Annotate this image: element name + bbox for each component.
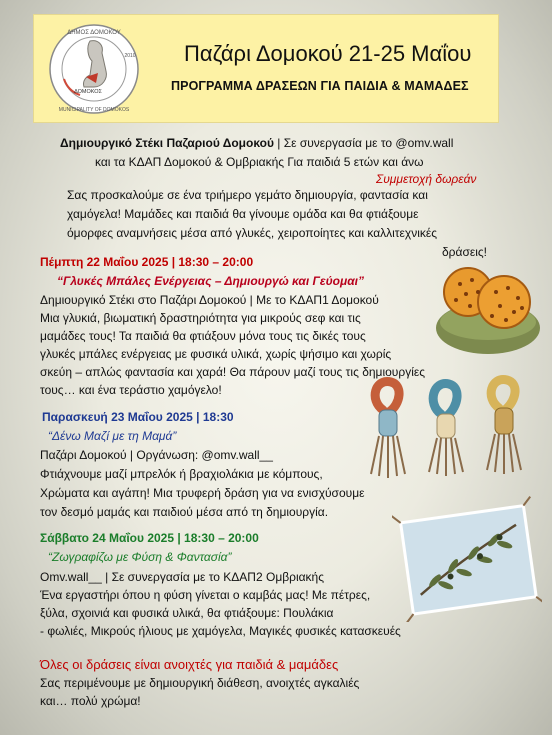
energy-balls-illustration [430, 262, 540, 362]
event-2-title: “Δένω Μαζί με τη Μαμά” [48, 429, 177, 443]
event-3-line: Ένα εργαστήρι όπου η φύση γίνεται ο καμβάς μας! Με πέτρες, [40, 588, 371, 602]
event-2-line: Χρώματα και αγάπη! Μια τρυφερή δράση για να ενισχύσουμε [40, 486, 365, 500]
logo-text-bottom: MUNICIPALITY OF DOMOKOS [58, 107, 130, 113]
header-box [33, 14, 499, 123]
event-3-line: - φωλιές, Μικρούς ήλιους με χαμόγελα, Μαγικές φυσικές κατασκευές [40, 624, 401, 638]
event-2-line: Παζάρι Δομοκού | Οργάνωση: @omv.wall__ [40, 448, 273, 462]
event-1-line: τους… και ένα τεράστιο χαμόγελο! [40, 383, 222, 397]
olive-canvas-illustration [392, 492, 542, 622]
event-1-line: μαμάδες τους! Τα παιδιά θα φτιάξουν μόνα τους τις δικές τους [40, 329, 366, 343]
intro-paragraph-4: δράσεις! [442, 245, 487, 259]
municipality-logo [46, 21, 142, 117]
logo-year: 2010 [124, 53, 136, 59]
intro-partner: | Σε συνεργασία με το @omv.wall [273, 136, 454, 150]
event-3-line: ξύλα, σχοινιά και φυσικά υλικά, θα φτιάξουμε: Πουλάκια [40, 606, 334, 620]
logo-label: ΔΟΜΟΚΟΣ [74, 89, 102, 95]
page-subtitle: ΠΡΟΓΡΑΜΜΑ ΔΡΑΣΕΩΝ ΓΙΑ ΠΑΙΔΙΑ & ΜΑΜΑΔΕΣ [171, 79, 469, 93]
intro-paragraph-3: όμορφες αναμνήσεις μέσα από γλυκές, χειροποίητες και καλλιτεχνικές [67, 226, 437, 240]
event-3-date: Σάββατο 24 Μαΐου 2025 | 18:30 – 20:00 [40, 531, 259, 545]
event-3-line: Omv.wall__ | Σε συνεργασία με το ΚΔΑΠ2 Ομβριακής [40, 570, 325, 584]
intro-paragraph-2: χαμόγελα! Μαμάδες και παιδιά θα γίνουμε ομάδα και θα φτιάξουμε [67, 207, 419, 221]
page-title: Παζάρι Δομοκού 21-25 Μαΐου [184, 41, 472, 66]
logo-text-top: ΔΗΜΟΣ ΔΟΜΟΚΟΥ [67, 30, 121, 36]
event-2-line: τον δεσμό μαμάς και παιδιού μέσα από τη δημιουργία. [40, 505, 329, 519]
event-1-title: “Γλυκές Μπάλες Ενέργειας – Δημιουργώ και Γεύομαι” [57, 274, 365, 288]
intro-line-2: και τα ΚΔΑΠ Δομοκού & Ομβριακής Για παιδιά 5 ετών και άνω [95, 155, 424, 169]
event-2-line: Φτιάχνουμε μαζί μπρελόκ ή βραχιολάκια με κόμπους, [40, 467, 323, 481]
closing-line-2: και… πολύ χρώμα! [40, 694, 141, 708]
event-3-title: “Ζωγραφίζω με Φύση & Φαντασία” [48, 550, 232, 564]
event-2-date: Παρασκευή 23 Μαΐου 2025 | 18:30 [42, 410, 234, 424]
closing-line-1: Σας περιμένουμε με δημιουργική διάθεση, ανοιχτές αγκαλιές [40, 676, 360, 690]
event-1-line: Δημιουργικό Στέκι στο Παζάρι Δομοκού | Με το ΚΔΑΠ1 Δομοκού [40, 293, 379, 307]
intro-line-1 [60, 134, 453, 153]
event-1-line: Μια γλυκιά, βιωματική δραστηριότητα για μικρούς σεφ και τις [40, 311, 361, 325]
free-entry-label: Συμμετοχή δωρεάν [376, 172, 477, 186]
closing-headline: Όλες οι δράσεις είναι ανοιχτές για παιδιά & μαμάδες [40, 657, 339, 672]
event-1-line: γλυκές μπάλες ενέργειας με φυσικά υλικά, χωρίς ψήσιμο και χωρίς [40, 347, 392, 361]
keychain-illustration [355, 370, 530, 485]
intro-paragraph-1: Σας προσκαλούμε σε ένα τριήμερο γεμάτο δημιουργία, φαντασία και [67, 188, 428, 202]
intro-organizer: Δημιουργικό Στέκι Παζαριού Δομοκού [60, 136, 274, 150]
event-1-date: Πέμπτη 22 Μαΐου 2025 | 18:30 – 20:00 [40, 255, 254, 269]
event-1-line: σκεύη – απλώς φαντασία και χαρά! Θα πάρουν μαζί τους τις δημιουργίες [40, 365, 425, 379]
